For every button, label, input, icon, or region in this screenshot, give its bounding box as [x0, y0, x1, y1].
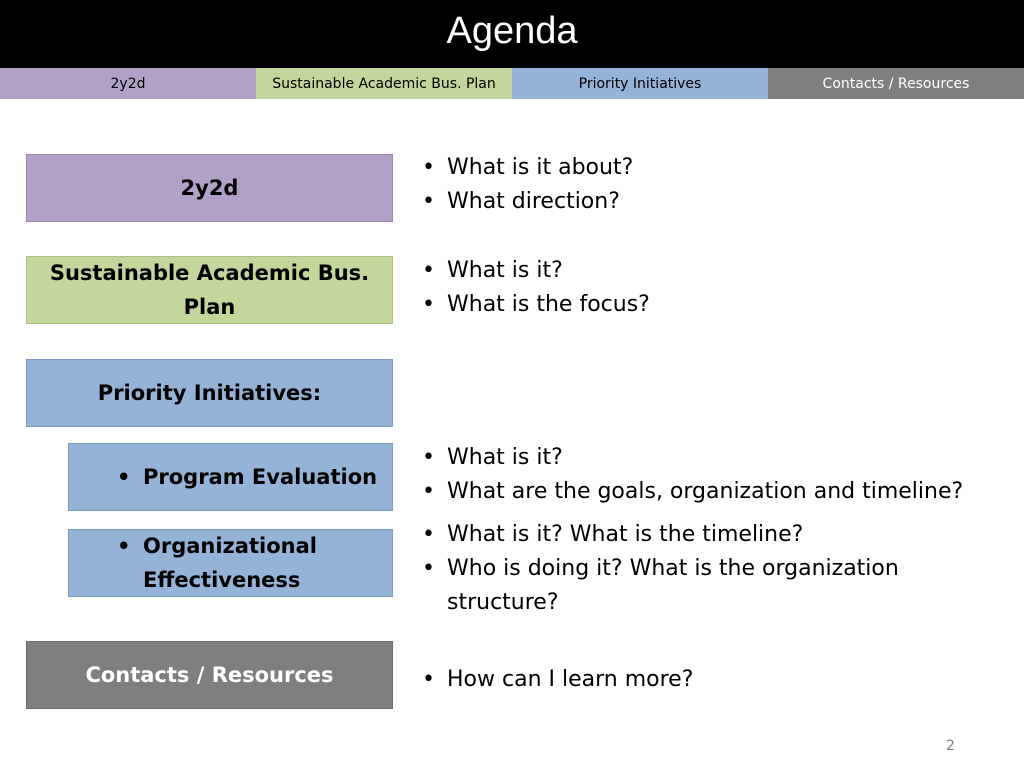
bullet-item: • What direction? — [420, 185, 633, 219]
tab-sustainable-academic-bus-plan[interactable]: Sustainable Academic Bus. Plan — [256, 68, 512, 99]
bullet-marker: • — [117, 534, 131, 558]
bullet-item: • What is the focus? — [420, 288, 650, 322]
section-box-2y2d[interactable] — [26, 154, 393, 222]
bullet-item: • Who is doing it? What is the organization structure? — [420, 552, 947, 620]
section-box-label: Contacts / Resources — [85, 663, 334, 687]
slide-title: Agenda — [446, 10, 578, 52]
bullet-item: • What is it? — [420, 441, 963, 475]
bullet-item: • What is it? What is the timeline? — [420, 518, 980, 552]
tab-priority-initiatives[interactable]: Priority Initiatives — [512, 68, 768, 99]
section-box-label: Priority Initiatives: — [97, 381, 322, 405]
section-box-label: 2y2d — [180, 176, 239, 200]
page-number: 2 — [946, 738, 955, 754]
bullet-item: • What is it? — [420, 254, 650, 288]
bullets-program-evaluation — [420, 441, 963, 509]
sub-box-organizational-effectiveness[interactable] — [68, 529, 393, 597]
bullet-item: • What are the goals, organization and timeline? — [420, 475, 963, 509]
bullets-organizational-effectiveness — [420, 518, 980, 620]
bullets-contacts-resources — [420, 663, 693, 697]
sub-box-content — [117, 529, 333, 597]
section-box-priority-initiatives[interactable] — [26, 359, 393, 427]
bullet-marker: • — [117, 465, 131, 489]
tab-contacts-resources[interactable]: Contacts / Resources — [768, 68, 1024, 99]
sub-box-label: Program Evaluation — [143, 465, 378, 489]
bullet-item: • What is it about? — [420, 151, 633, 185]
sub-box-program-evaluation[interactable] — [68, 443, 393, 511]
sub-box-label: Organizational Effectiveness — [143, 534, 317, 592]
bullets-sustainable-academic-bus-plan — [420, 254, 650, 322]
section-box-label: Sustainable Academic Bus. Plan — [49, 261, 370, 319]
section-box-contacts-resources[interactable] — [26, 641, 393, 709]
section-tabs — [0, 68, 1024, 99]
bullet-item: • How can I learn more? — [420, 663, 693, 697]
sub-box-content — [117, 460, 377, 494]
tab-2y2d[interactable]: 2y2d — [0, 68, 256, 99]
title-bar — [0, 0, 1024, 68]
bullets-2y2d — [420, 151, 633, 219]
section-box-sustainable-academic-bus-plan[interactable] — [26, 256, 393, 324]
